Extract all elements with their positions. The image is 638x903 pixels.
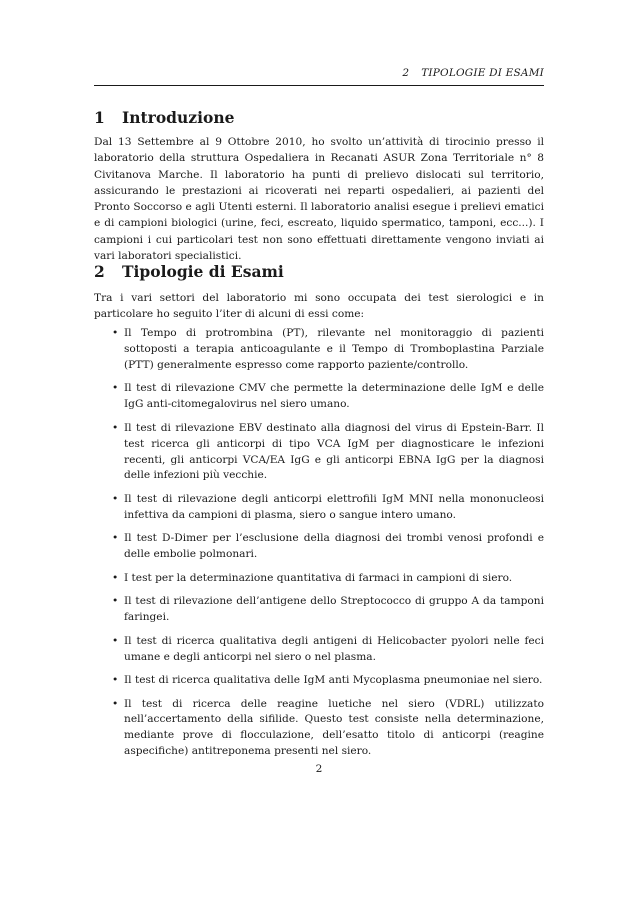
list-item-text: Il test di ricerca delle reagine luetiche nel siero (VDRL) utilizzato nell’accertamento della sifilide. Questo test consiste nella determinazione, mediante prove di flocculazione, dell’esatto titolo di anticorpi (reagine aspecifiche) antitreponema presenti nel siero. [124,697,544,758]
list-item [94,594,544,626]
bullet-icon: • [112,674,119,687]
header-section-title: TIPOLOGIE DI ESAMI [421,67,544,79]
section-title: Introduzione [122,108,235,127]
list-item-text: Il test di rilevazione degli anticorpi elettrofili IgM MNI nella mononucleosi infettiva da campioni di plasma, siero o sangue intero umano. [124,492,544,521]
list-item-text: Il test di rilevazione CMV che permette la determinazione delle IgM e delle IgG anti-citomegalovirus nel siero umano. [124,382,544,411]
intro-paragraph: Dal 13 Settembre al 9 Ottobre 2010, ho svolto un’attività di tirocinio presso il laboratorio della struttura Ospedaliera in Recanati ASUR Zona Territoriale n° 8 Civitanova Marche. Il laboratorio ha punti di prelievo dislocati sul territorio, assicurando le prestazioni ai ricoverati nei reparti ospedalieri, ai pazienti del Pronto Soccorso e agli Utenti esterni. Il laboratorio analisi esegue i prelievi ematici e di campioni biologici (urine, feci, escreato, liquido spermatico, tamponi, ecc...). I campioni i cui particolari test non sono effettuati direttamente vengono inviati ai vari laboratori specialistici. [94,136,544,263]
list-item [94,421,544,485]
bullet-icon: • [112,382,119,395]
list-item-text: Il test di ricerca qualitativa delle IgM anti Mycoplasma pneumoniae nel siero. [124,674,543,687]
bullet-icon: • [112,595,119,608]
list-item-text: Il test di rilevazione dell’antigene dello Streptococco di gruppo A da tamponi faringei. [124,595,544,624]
section-title: Tipologie di Esami [122,262,284,281]
list-item [94,697,544,761]
list-item [94,673,544,689]
page-number: 2 [315,763,323,775]
list-item [94,571,544,587]
tipologie-paragraph: Tra i vari settori del laboratorio mi sono occupata dei test sierologici e in particolare ho seguito l’iter di alcuni di essi come: [94,292,544,321]
exam-list [94,326,544,768]
header-rule [94,85,544,86]
header-section-number: 2 [402,67,410,79]
bullet-icon: • [112,571,119,584]
bullet-icon: • [112,634,119,647]
bullet-icon: • [112,327,119,339]
list-item [94,531,544,563]
list-item-text: Il test D-Dimer per l’esclusione della diagnosi dei trombi venosi profondi e delle embolie polmonari. [124,532,544,561]
list-item [94,326,544,374]
running-header [402,67,544,79]
section-heading-tipologie [94,262,284,281]
list-item-text: I test per la determinazione quantitativa di farmaci in campioni di siero. [124,571,513,584]
section-heading-introduzione [94,108,234,127]
list-item [94,634,544,666]
bullet-icon: • [112,697,119,710]
list-item-text: Il test di rilevazione EBV destinato alla diagnosi del virus di Epstein-Barr. Il test ricerca gli anticorpi di tipo VCA IgM per diagnosticare le infezioni recenti, gli anticorpi VCA/EA IgG e gli anticorpi EBNA IgG per la diagnosi delle infezioni più vecchie. [124,421,544,482]
bullet-icon: • [112,421,119,434]
list-item-text: Il test di ricerca qualitativa degli antigeni di Helicobacter pyolori nelle feci umane e degli anticorpi nel siero o nel plasma. [124,634,544,663]
bullet-icon: • [112,532,119,545]
section-number: 1 [94,108,105,127]
list-item [94,381,544,413]
bullet-icon: • [112,492,119,505]
section-number: 2 [94,262,105,281]
list-item-text: Il Tempo di protrombina (PT), rilevante nel monitoraggio di pazienti sottoposti a terapia anticoagulante e il Tempo di Tromboplastina Parziale (PTT) generalmente espresso come rapporto paziente/controllo. [124,327,544,371]
list-item [94,492,544,524]
